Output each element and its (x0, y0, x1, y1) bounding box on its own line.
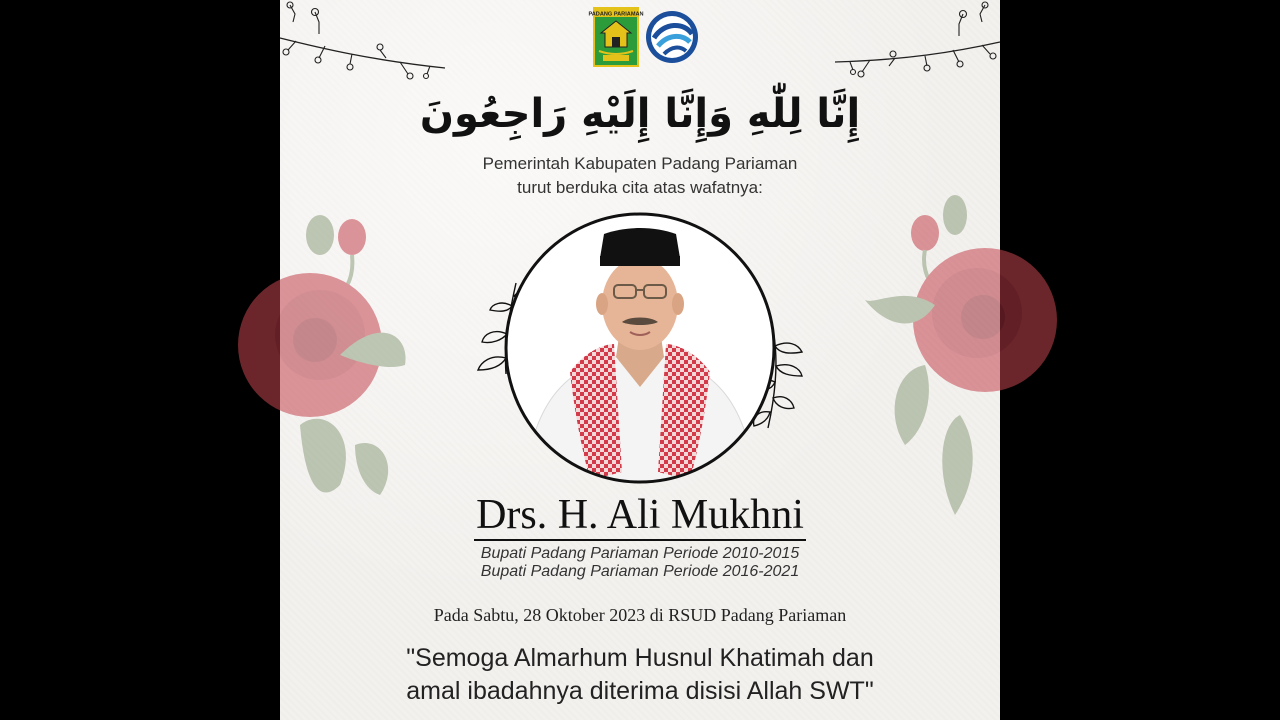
padang-pariaman-logo (588, 7, 644, 67)
right-rose-decoration (865, 195, 1000, 535)
intro-line-2: turut berduka cita atas wafatnya: (517, 178, 763, 197)
prayer-quote (280, 642, 1000, 708)
deceased-name: Drs. H. Ali Mukhni (474, 492, 806, 541)
period-line-1: Bupati Padang Pariaman Periode 2010-2015 (480, 545, 800, 562)
date-place-line: Pada Sabtu, 28 Oktober 2023 di RSUD Padang Pariaman (433, 605, 847, 625)
quote-line-1: "Semoga Almarhum Husnul Khatimah dan (406, 644, 874, 672)
arabic-condolence-phrase: إِنَّا لِلّٰهِ وَإِنَّا إِلَيْهِ رَاجِعُونَ (419, 91, 861, 137)
portrait-photo (504, 212, 776, 484)
quote-line-2: amal ibadahnya diterima disisi Allah SWT" (406, 677, 874, 705)
intro-line-1: Pemerintah Kabupaten Padang Pariaman (482, 154, 798, 173)
top-right-branch-decoration (835, 0, 1000, 90)
logo-caption: PADANG PARIAMAN (588, 11, 644, 18)
intro-text (280, 152, 1000, 200)
period-line-2: Bupati Padang Pariaman Periode 2016-2021 (480, 563, 800, 580)
kominfo-logo (644, 8, 700, 66)
top-left-branch-decoration (280, 0, 450, 85)
condolence-card (280, 0, 1000, 720)
deceased-name-container (280, 492, 1000, 544)
